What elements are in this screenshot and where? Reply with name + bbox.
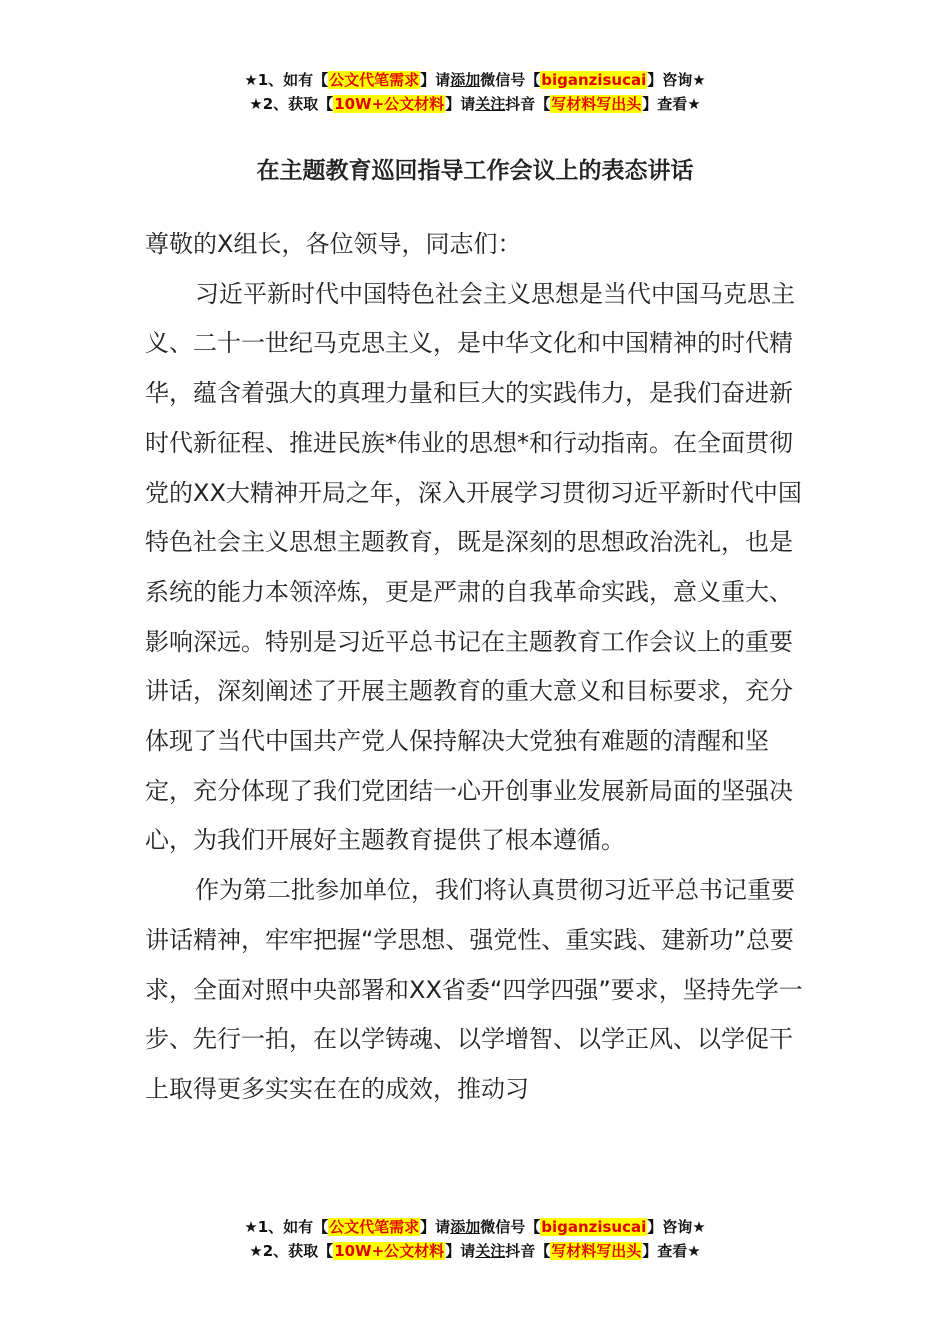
banner-text: 】请 bbox=[445, 1242, 476, 1260]
banner-text: ★1、如有【 bbox=[244, 71, 329, 89]
banner-text: ★2、获取【 bbox=[249, 95, 334, 113]
banner-text: 】请 bbox=[445, 95, 476, 113]
paragraph-2: 作为第二批参加单位，我们将认真贯彻习近平总书记重要讲话精神，牢牢把握“学思想、强党性、重实践、建新功”总要求，全面对照中央部署和XX省委“四学四强”要求，坚持先学一步、先行一拍，在以学铸魂、以学增智、以学正风、以学促干上取得更多实实在在的成效，推动习 bbox=[145, 876, 803, 1103]
salutation: 尊敬的X组长，各位领导，同志们： bbox=[145, 230, 522, 258]
banner-highlight: 10W+公文材料 bbox=[334, 1242, 445, 1260]
banner-highlight: 10W+公文材料 bbox=[334, 95, 445, 113]
banner-line-2 bbox=[0, 92, 950, 116]
banner-highlight: 公文代笔需求 bbox=[329, 1218, 420, 1236]
banner-highlight: 公文代笔需求 bbox=[329, 71, 420, 89]
banner-text: 】请 bbox=[420, 1218, 451, 1236]
banner-text: 】查看★ bbox=[642, 1242, 701, 1260]
banner-text: ★1、如有【 bbox=[244, 1218, 329, 1236]
banner-highlight: 写材料写出头 bbox=[551, 95, 642, 113]
banner-text: 】请 bbox=[420, 71, 451, 89]
banner-text: ★2、获取【 bbox=[249, 1242, 334, 1260]
banner-underlined-text: 关注 bbox=[475, 1242, 506, 1260]
banner-text: 抖音【 bbox=[505, 1242, 551, 1260]
document-body bbox=[145, 220, 805, 1115]
banner-line-2 bbox=[0, 1239, 950, 1263]
banner-text: 】咨询★ bbox=[647, 1218, 706, 1236]
banner-highlight: biganzisucai bbox=[541, 71, 647, 89]
banner-underlined-text: 添加 bbox=[450, 1218, 481, 1236]
banner-underlined-text: 关注 bbox=[475, 95, 506, 113]
banner-text: 微信号【 bbox=[480, 71, 541, 89]
banner-line-1 bbox=[0, 68, 950, 92]
header-banner bbox=[0, 68, 950, 116]
banner-text: 】查看★ bbox=[642, 95, 701, 113]
footer-banner bbox=[0, 1215, 950, 1263]
paragraph-1: 习近平新时代中国特色社会主义思想是当代中国马克思主义、二十一世纪马克思主义，是中华文化和中国精神的时代精华，蕴含着强大的真理力量和巨大的实践伟力，是我们奋进新时代新征程、推进民族*伟业的思想*和行动指南。在全面贯彻党的XX大精神开局之年，深入开展学习贯彻习近平新时代中国特色社会主义思想主题教育，既是深刻的思想政治洗礼，也是系统的能力本领淬炼，更是严肃的自我革命实践，意义重大、影响深远。特别是习近平总书记在主题教育工作会议上的重要讲话，深刻阐述了开展主题教育的重大意义和目标要求，充分体现了当代中国共产党人保持解决大党独有难题的清醒和坚定，充分体现了我们党团结一心开创事业发展新局面的坚强决心，为我们开展好主题教育提供了根本遵循。 bbox=[145, 279, 802, 855]
banner-text: 抖音【 bbox=[505, 95, 551, 113]
document-title: 在主题教育巡回指导工作会议上的表态讲话 bbox=[256, 158, 694, 184]
banner-text: 微信号【 bbox=[480, 1218, 541, 1236]
banner-text: 】咨询★ bbox=[647, 71, 706, 89]
banner-highlight: 写材料写出头 bbox=[551, 1242, 642, 1260]
banner-underlined-text: 添加 bbox=[450, 71, 481, 89]
banner-line-1 bbox=[0, 1215, 950, 1239]
banner-highlight: biganzisucai bbox=[541, 1218, 647, 1236]
